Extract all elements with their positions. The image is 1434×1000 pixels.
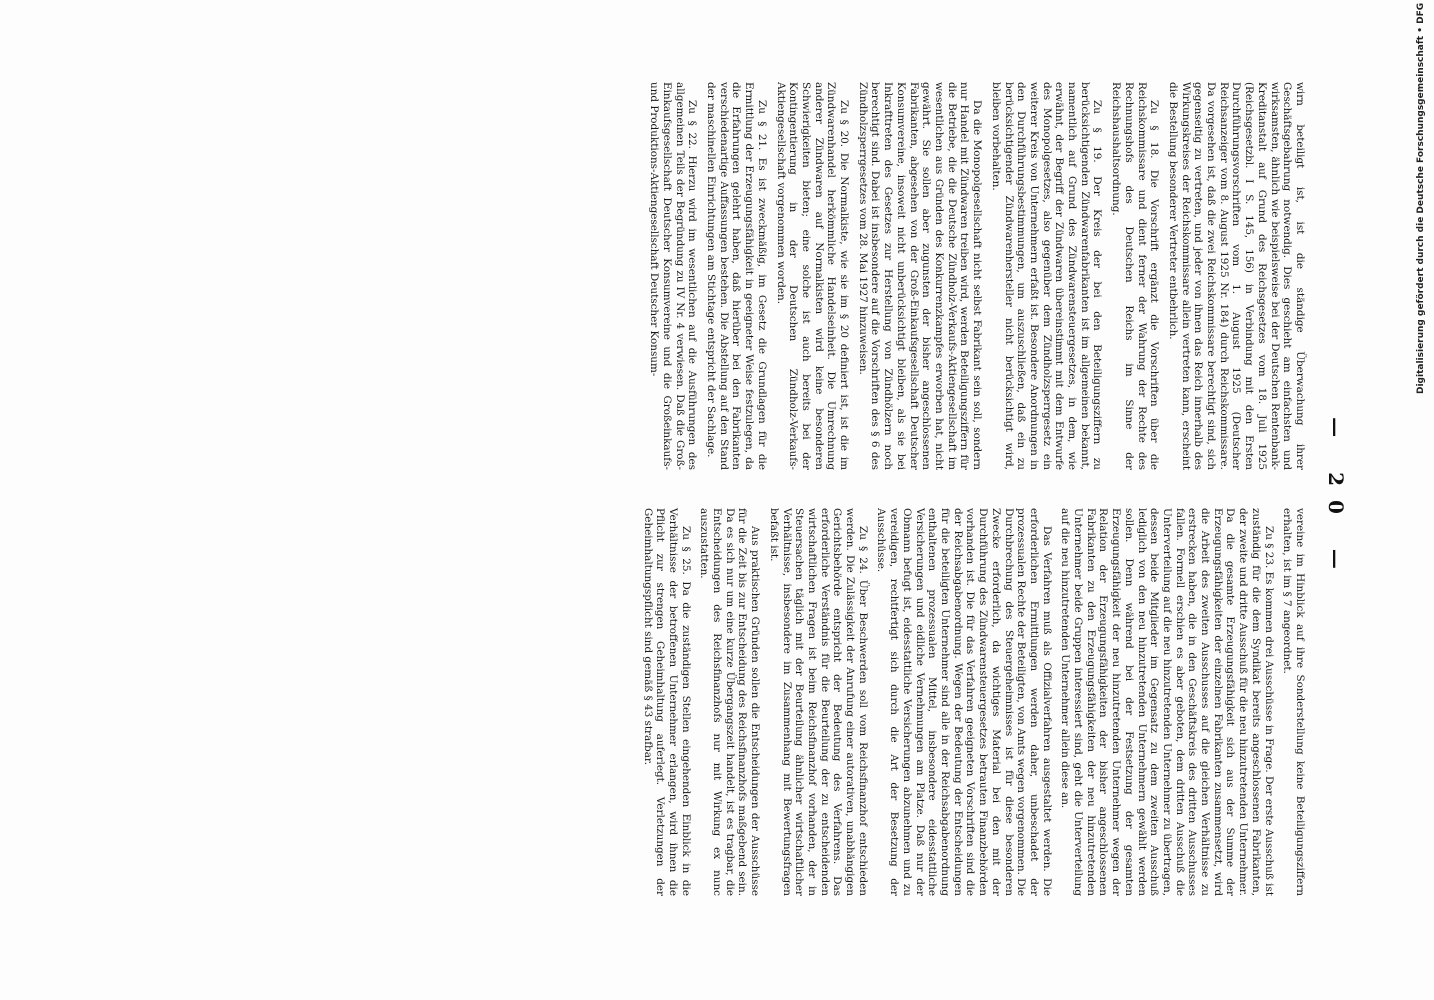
paragraph: Da die Monopolgesellschaft nicht selbst Fabrikant sein soll, sondern nur Handel mit Zündwaren treiben wird, werden Beteiligungsziffern für die Betriebe, die die Deutsche Zündholz-Verkaufs-Aktiengesellschaft im wesentlichen aus Gründen des Konkurrenzkampfes erworben hat, nicht gewährt. Sie sollen aber zugunsten der bisher angeschlossenen Fabrikanten, abgesehen von der Groß-Einkaufsgesellschaft Deutscher Konsumvereine, insoweit nicht unberücksichtigt bleiben, als sie bei Inkrafttreten des Gesetzes zur Herstellung von Zündhölzern noch berechtigt sind. Dabei ist insbesondere auf die Vorschriften des § 6 des Zündholzsperrgesetzes vom 28. Mai 1927 hinzuweisen. bbox=[856, 82, 984, 470]
paragraph: Zu § 18. Die Vorschrift ergänzt die Vorschriften über die Reichskommissare und dient ferner der Wahrung der Rechte des Rechnungshofs des Deutschen Reichs im Sinne der Reichshaushaltsordnung. bbox=[1110, 82, 1161, 470]
digitization-credit-sidebar bbox=[1414, 2, 1430, 394]
text-column-left bbox=[642, 82, 1306, 470]
paragraph: Zu § 23. Es kommen drei Ausschüsse in Frage. Der erste Ausschuß ist zuständig für die dem Syndikat bereits angeschlossenen Fabrikanten, der zweite und dritte Ausschuß für die neu hinzutretenden Unternehmer. Da die gesamte Erzeugungsfähigkeit sich aus der Summe der Erzeugungsfähigkeiten der einzelnen Fabrikanten zusammensetzt, wird die Arbeit des zweiten Ausschusses auf die gleichen Verhältnisse zu erstrecken haben, die in den Geschäftskreis des dritten Ausschusses fallen. Formell erschien es aber geboten, dem dritten Ausschuß die Unterverteilung auf die neu hinzutretenden Unternehmer zu übertragen, dessen beide Mitglieder im Gegensatz zu dem zweiten Ausschuß lediglich von den neu hinzutretenden Unternehmern gewählt werden sollen. Denn während bei der Festsetzung der gesamten Erzeugungsfähigkeit der neu hinzutretenden Unternehmer wegen der Relation der Erzeugungsfähigkeiten der bisher angeschlossenen Fabrikanten zu den Erzeugungsfähigkeiten der neu hinzutretenden Unternehmer beide Gruppen interessiert sind, geht die Unterverteilung auf die neu hinzutretenden Unternehmer allein diese an. bbox=[1059, 508, 1275, 896]
paragraph: Zu § 25. Da die zuständigen Stellen eingehenden Einblick in die Verhältnisse der betroffenen Unternehmer erlangen, wird ihnen die Pflicht zur strengen Geheimhaltung auferlegt. Verletzungen der Geheimhaltungspflicht sind gemäß § 43 strafbar. bbox=[641, 508, 692, 896]
paragraph: wirn beteiligt ist, ist die ständige Überwachung ihrer Geschäftsgebahrung notwendig. Dies geschieht am einfachsten und wirksamsten, ähnlich wie beispielsweise bei der Deutschen Rentenbank-Kreditanstalt auf Grund des Reichsgesetzes vom 18. Juli 1925 (Reichsgesetzbl. I S. 145, 156) in Verbindung mit den Ersten Durchführungsvorschriften vom 1. August 1925 (Deutscher Reichsanzeiger vom 8. August 1925 Nr. 184) durch Reichskommissare. Da vorgesehen ist, daß die zwei Reichskommissare berechtigt sind, sich gegenseitig zu vertreten, und jeder von ihnen das Reich innerhalb des Wirkungskreises der Reichskommissare allein vertreten kann, erscheint die Bestellung besonderer Vertreter entbehrlich. bbox=[1166, 82, 1306, 470]
paragraph: Zu § 21. Es ist zweckmäßig, im Gesetz die Grundlagen für die Ermittlung der Erzeugungsfähigkeit in geeigneter Weise festzulegen, da die Erfahrungen gelehrt haben, daß hierüber bei den Fabrikanten verschiedenartige Auffassungen bestehen. Die Abstellung auf den Stand der maschinellen Einrichtungen am Stichtage entspricht der Sachlage. bbox=[705, 82, 768, 470]
paragraph: vereine im Hinblick auf ihre Sonderstellung keine Beteiligungsziffern erhalten, ist im § 7 angeordnet. bbox=[1281, 508, 1306, 896]
digitization-credit-text: Digitalisierung gefördert durch die Deutsche Forschungsgemeinschaft • DFG bbox=[1416, 2, 1426, 394]
paragraph: Zu § 24. Über Beschwerden soll vom Reichsfinanzhof entschieden werden. Die Zulässigkeit der Anrufung einer autorativen, unabhängigen Gerichtsbehörde entspricht der Bedeutung des Verfahrens. Das erforderliche Verständnis für die Beurteilung der zu entscheidenden wirtschaftlichen Fragen ist beim Reichsfinanzhof vorhanden, der in Steuersachen täglich mit der Beurteilung ähnlicher wirtschaftlicher Verhältnisse, insbesondere im Zusammenhang mit Bewertungsfragen befaßt ist. bbox=[767, 508, 869, 896]
paragraph: Zu § 22. Hierzu wird im wesentlichen auf die Ausführungen des allgemeinen Teils der Begründung zu IV Nr. 4 verwiesen. Daß die Groß-Einkaufsgesellschaft Deutscher Konsumvereine und die Großeinkaufs- und Produktions-Aktiengesellschaft Deutscher Konsum- bbox=[648, 82, 699, 470]
page-number-header: — 20 — bbox=[1324, 417, 1348, 583]
paragraph: Zu § 19. Der Kreis der bei den Beteiligungsziffern zu berücksichtigenden Zündwarenfabrikanten ist im allgemeinen bekannt, namentlich auf Grund des Zündwarensteuergesetzes, in dem, wie erwähnt, der Begriff der Zündwaren übereinstimmt mit dem Entwurfe des Monopolgesetzes, also gegenüber dem Zündholzsperrgesetz ein weiterer Kreis von Unternehmern erfaßt ist. Besondere Anordnungen in den Durchführungsbestimmungen, um auszuschließen, daß ein zu berücksichtigender Zündwarenhersteller nicht berücksichtigt wird, bleiben vorbehalten. bbox=[989, 82, 1104, 470]
text-column-right bbox=[635, 508, 1306, 896]
paragraph: Aus praktischen Gründen sollen die Entscheidungen der Ausschüsse für die Zeit bis zur Entscheidung des Reichsfinanzhofs maßgebend sein. Da es sich nur um eine kurze Übergangszeit handelt, ist es tragbar, die Entscheidungen des Reichsfinanzhofs nur mit Wirkung ex nunc auszustatten. bbox=[698, 508, 762, 896]
paragraph: Das Verfahren muß als Offizialverfahren ausgestaltet werden. Die erforderlichen Ermittlungen werden daher, unbeschadet der prozessualen Rechte der Beteiligten, von Amts wegen vorgenommen. Die Durchbrechung des Steuergeheimnisses ist für diese besonderen Zwecke erforderlich, da wichtiges Material bei den mit der Durchführung des Zündwarensteuergesetzes betrauten Finanzbehörden vorhanden ist. Die für das Verfahren geeigneten Vorschriften sind die der Reichsabgabenordnung. Wegen der Bedeutung der Entscheidungen für die beteiligten Unternehmer sind alle in der Reichsabgabenordnung enthaltenen prozessualen Mittel, insbesondere eidesstattliche Versicherungen und eidliche Vernehmungen am Platze. Daß nur der Obmann befugt ist, eidesstattliche Versicherungen abzunehmen und zu vereidigen, rechtfertigt sich durch die Art der Besetzung der Ausschüsse. bbox=[875, 508, 1053, 896]
paragraph: Zu § 20. Die Normalkiste, wie sie im § 20 definiert ist, ist die im Zündwarenhandel herkömmliche Handelseinheit. Die Umrechnung anderer Zündwaren auf Normalkisten wird keine besonderen Schwierigkeiten bieten; eine solche ist auch bereits bei der Kontingentierung in der Deutschen Zündholz-Verkaufs-Aktiengesellschaft vorgenommen worden. bbox=[774, 82, 851, 470]
